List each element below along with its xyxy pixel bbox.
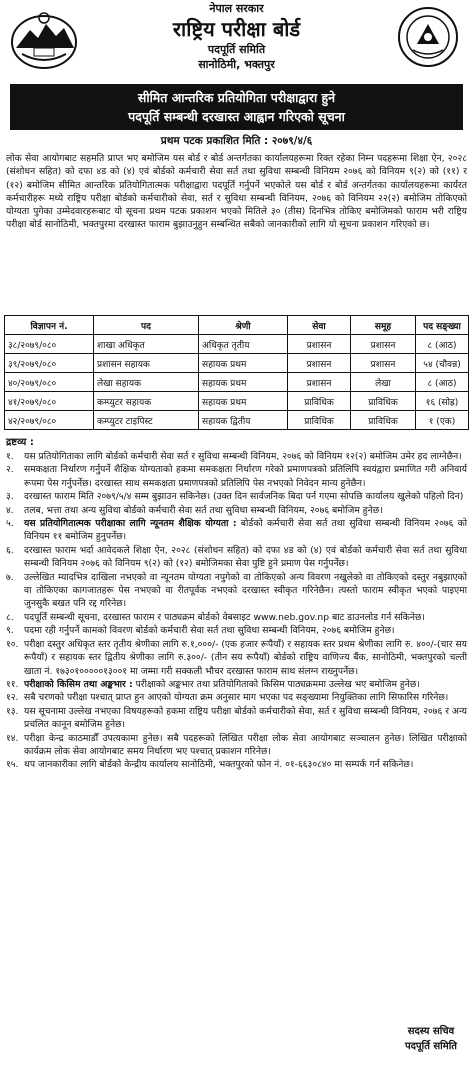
table-cell: ४२/२०७९/०८० [5, 411, 94, 430]
note-item [4, 463, 469, 490]
table-row [5, 373, 469, 392]
column-header: पद सङ्ख्या [416, 316, 469, 335]
note-number: ३. [6, 491, 14, 503]
note-number: १०. [6, 638, 19, 650]
note-body: उल्लेखित म्यादभित्र दाखिला नभएको वा न्यूनतम योग्यता नपुगेको वा तोकिएको अन्य विवरण नखुलेको वा तोकिएको दस्तुर नबुझाएको वा तोकिएका कागजातहरू पेस नभएको वा रीतपूर्वक नभएको दरखास्त स्वीकृत गरिनेछैन। त्यस्तो फाराम स्वीकृत भएको पाइएमा जुनसुकै बखत पनि रद्द गरिनेछ। [24, 571, 467, 610]
table-row [5, 392, 469, 411]
table-cell: ४१/२०७९/०८० [5, 392, 94, 411]
table-cell: प्राविधिक [288, 411, 351, 430]
column-header: पद [94, 316, 199, 335]
table-cell: प्रशासन [288, 335, 351, 354]
note-text [24, 517, 469, 544]
table-cell: सहायक प्रथम [199, 354, 288, 373]
signatory-committee: पदपूर्ति समिति [404, 1041, 457, 1052]
note-text [24, 705, 469, 732]
note-number: ७. [6, 571, 14, 583]
intro-paragraph: लोक सेवा आयोगबाट सहमति प्राप्त भए बमोजिम यस बोर्ड र बोर्ड अन्तर्गतका कार्यालयहरूमा रिक्त रहेका निम्न पदहरूमा शिक्षा ऐन, २०२८ (संशोधन सहित) को दफा ४ड को (४) एवं बोर्डको कर्मचारी सेवा सर्त तथा सुविधा सम्बन्धी विनियम २०७६ को विनियम ९(२) को (११) र (१२) बमोजिम सीमित आन्तरिक प्रतियोगितात्मक परीक्षाद्वारा पदपूर्ति गर्नुपर्ने भएकोले यस बोर्ड र बोर्ड अन्तर्गतका कार्यालयहरूमा कार्यरत कर्मचारीहरू मध्ये राष्ट्रिय परीक्षा बोर्डको कर्मचारीको सेवा, सर्त र सुविधा सम्बन्धी विनियम, २०७६ को विनियम २२(२) बमोजिम तोकिएको योग्यता पुगेका उम्मेदवारहरूबाट यो सूचना प्रथम पटक प्रकाशन भएको मितिले ३० (तीस) दिनभित्र तोकिए बमोजिमको फाराम भरी राष्ट्रिय परीक्षा बोर्ड सानोठिमी, भक्तपुरमा दरखास्त फाराम बुझाउनुहुन सम्बन्धित सबैको जानकारीको लागि यो सूचना प्रकाशन गरिएको छ। [6, 153, 467, 231]
note-body: यस सूचनामा उल्लेख नभएका विषयहरूको हकमा राष्ट्रिय परीक्षा बोर्डको कर्मचारीको सेवा, सर्त र सुविधा सम्बन्धी विनियम, २०७६ र अन्य प्रचलित कानून बमोजिम हुनेछ। [24, 705, 467, 731]
note-text [24, 450, 469, 463]
note-number: १. [6, 451, 14, 462]
table-cell: प्रशासन सहायक [94, 354, 199, 373]
table-cell: कम्प्युटर सहायक [94, 392, 199, 411]
header-titles [94, 2, 379, 72]
note-body: बोर्डको कर्मचारी सेवा सर्त तथा सुविधा सम्बन्धी विनियम २०७६ को विनियम ११ बमोजिम हुनुपर्नेछ। [24, 518, 468, 543]
note-number: ५. [6, 518, 14, 530]
table-row [5, 411, 469, 430]
note-number: ९. [6, 625, 14, 637]
note-item [4, 705, 469, 732]
table-cell: सहायक द्वितीय [199, 411, 288, 430]
notes-title: द्रष्टव्य : [6, 437, 34, 448]
note-item [4, 691, 469, 704]
note-item [4, 624, 469, 637]
note-text [24, 732, 469, 759]
note-body: सबै चरणको परीक्षा पश्चात् प्राप्त हुन आएको योग्यता क्रम अनुसार माग भएका पद सङ्ख्यामा नियुक्तिका लागि सिफारिस गरिनेछ। [24, 692, 449, 704]
note-body: पदमा रही गर्नुपर्ने कामको विवरण बोर्डको कर्मचारी सेवा सर्त तथा सुविधा सम्बन्धी विनियम, २०७६ बमोजिम हुनेछ। [24, 625, 395, 637]
table-cell: लेखा [351, 373, 416, 392]
note-item [4, 638, 469, 678]
table-header-row [5, 316, 469, 335]
notice-banner [10, 84, 463, 130]
banner-line-2: पदपूर्ति सम्बन्धी दरखास्त आह्वान गरिएको सूचना [128, 109, 345, 124]
table-cell: ३८/२०७९/०८० [5, 335, 94, 354]
table-cell: ३९/२०७९/०८० [5, 354, 94, 373]
column-header: सेवा [288, 316, 351, 335]
note-body: दरखास्त फाराम भर्दा आवेदकले शिक्षा ऐन, २०२८ (संशोधन सहित) को दफा ४ड को (४) एवं बोर्डको कर्मचारी सेवा सर्त तथा सुविधा सम्बन्धी विनियम २०७६ को विनियम ९(२) को (१२) बमोजिमका सेवा पुष्टि हुने प्रमाण पेस गर्नुपर्नेछ। [24, 544, 467, 570]
note-text [24, 758, 469, 771]
signature-block [405, 1024, 457, 1054]
note-text [24, 571, 469, 611]
note-body: थप जानकारीका लागि बोर्डको केन्द्रीय कार्यालय सानोठिमी, भक्तपुरको फोन नं. ०१-६६३०८४० मा सम्पर्क गर्न सकिनेछ। [24, 759, 414, 771]
note-item [4, 504, 469, 517]
table-cell: प्राविधिक [351, 411, 416, 430]
column-header: समूह [351, 316, 416, 335]
note-number: १४. [6, 732, 19, 744]
table-cell: सहायक प्रथम [199, 392, 288, 411]
table-cell: कम्प्युटर टाइपिस्ट [94, 411, 199, 430]
table-cell: प्रशासन [351, 335, 416, 354]
column-header: श्रेणी [199, 316, 288, 335]
table-cell: अधिकृत तृतीय [199, 335, 288, 354]
government-name: नेपाल सरकार [209, 2, 264, 15]
table-row [5, 335, 469, 354]
organization-name: राष्ट्रिय परीक्षा बोर्ड [172, 17, 301, 41]
note-number: ६. [6, 544, 14, 556]
note-body: परीक्षाको अङ्कभार तथा प्रतियोगिताको किसिम पाठ्यक्रममा उल्लेख भए बमोजिम हुनेछ। [135, 678, 420, 690]
note-item [4, 571, 469, 611]
table-cell: प्रशासन [351, 354, 416, 373]
note-item [4, 544, 469, 571]
note-number: २. [6, 464, 14, 476]
table-cell: प्रशासन [288, 373, 351, 392]
table-cell: ८ (आठ) [416, 335, 469, 354]
note-text [24, 611, 469, 624]
table-cell: सहायक प्रथम [199, 373, 288, 392]
note-item [4, 732, 469, 759]
nepal-emblem-icon [8, 8, 80, 70]
banner-line-1: सीमित आन्तरिक प्रतियोगिता परीक्षाद्वारा हुने [137, 90, 336, 105]
table-row [5, 354, 469, 373]
note-text [24, 678, 469, 691]
table-cell: लेखा सहायक [94, 373, 199, 392]
column-header: विज्ञापन नं. [5, 316, 94, 335]
note-number: १३. [6, 705, 19, 717]
table-cell: प्राविधिक [288, 392, 351, 411]
note-text [24, 624, 469, 637]
board-logo-icon [397, 6, 459, 68]
note-item [4, 678, 469, 691]
note-number: ११. [6, 678, 19, 690]
note-body: यस प्रतियोगिताका लागि बोर्डको कर्मचारी सेवा सर्त र सुविधा सम्बन्धी विनियम, २०७६ को विनियम १२(२) बमोजिम उमेर हद लाग्नेछैन। [24, 451, 462, 462]
note-bold: यस प्रतियोगितात्मक परीक्षाका लागि न्यूनतम शैक्षिक योग्यता : [24, 518, 237, 530]
note-body: परीक्षा दस्तुर अधिकृत स्तर तृतीय श्रेणीका लागि रु.१,०००/- (एक हजार रूपैयाँ) र सहायक स्तर प्रथम श्रेणीका लागि रु. ४००/-(चार सय रूपैयाँ) र सहायक स्तर द्वितीय श्रेणीका लागि रु.३००/- (तीन सय रूपैयाँ) बोर्डको राष्ट्रिय वाणिज्य बैंक, सानोठिमी, भक्तपुरको चल्ती खाता नं. १७३०१०००००१३००१ मा जम्मा गरी सक्कली भौचर दरखास्त फाराम साथ संलग्न राख्नुपर्नेछ। [24, 638, 467, 677]
note-item [4, 517, 469, 544]
notes-list [4, 450, 469, 772]
signatory-title: सदस्य सचिव [407, 1026, 455, 1037]
table-cell: प्रशासन [288, 354, 351, 373]
note-item [4, 758, 469, 771]
table-cell: ८ (आठ) [416, 373, 469, 392]
note-body: समकक्षता निर्धारण गर्नुपर्ने शैक्षिक योग्यताको हकमा समकक्षता निर्धारण गरेको प्रमाणपत्रको प्रतिलिपि स्वयंद्वारा प्रमाणित गरी अनिवार्य रूपमा पेस गर्नुपर्नेछ। दरखास्त साथ समकक्षता प्रमाणपत्रको प्रतिलिपि पेस नभएको निवेदन मान्य हुनेछैन। [24, 464, 467, 489]
table-cell: शाखा अधिकृत [94, 335, 199, 354]
header [4, 0, 469, 84]
vacancy-table [4, 315, 469, 430]
note-bold: परीक्षाको किसिम तथा अङ्कभार : [24, 678, 133, 690]
note-text [24, 638, 469, 678]
table-cell: १ (एक) [416, 411, 469, 430]
note-body: परीक्षा केन्द्र काठमाडौँ उपत्यकामा हुनेछ। सबै पदहरूको लिखित परीक्षा लोक सेवा आयोगबाट सञ्चालन हुनेछ। लिखित परीक्षाको कार्यक्रम लोक सेवा आयोगबाट समय निर्धारण भए पश्चात् प्रकाशन गरिनेछ। [24, 732, 467, 757]
note-number: ४. [6, 504, 14, 516]
office-location: सानोठिमी, भक्तपुर [198, 58, 275, 71]
note-body: पदपूर्ति सम्बन्धी सूचना, दरखास्त फाराम र पाठ्यक्रम बोर्डको वेबसाइट www.neb.gov.np बाट डाउनलोड गर्न सकिनेछ। [24, 611, 425, 623]
publish-date: प्रथम पटक प्रकाशित मिति : २०७९/४/६ [160, 135, 313, 147]
note-text [24, 490, 469, 503]
table-cell: ५४ (चौवन्न) [416, 354, 469, 373]
note-text [24, 463, 469, 490]
note-number: १५. [6, 759, 19, 771]
note-text [24, 544, 469, 571]
note-item [4, 611, 469, 624]
note-number: १२. [6, 692, 19, 704]
table-cell: ४०/२०७९/०८० [5, 373, 94, 392]
table-cell: १६ (सोह्र) [416, 392, 469, 411]
note-body: तलब, भत्ता तथा अन्य सुविधा बोर्डको कर्मचारी सेवा सर्त तथा सुविधा सम्बन्धी विनियम, २०७६ बमोजिम हुनेछ। [24, 504, 383, 516]
note-item [4, 490, 469, 503]
table-cell: प्राविधिक [351, 392, 416, 411]
committee-name: पदपूर्ति समिति [207, 43, 266, 56]
note-text [24, 691, 469, 704]
note-item [4, 450, 469, 463]
note-body: दरखास्त फाराम मिति २०७९/५/४ सम्म बुझाउन सकिनेछ। (उक्त दिन सार्वजनिक बिदा पर्न गएमा सोपछि कार्यालय खुलेको पहिलो दिन) [24, 491, 464, 503]
note-text [24, 504, 469, 517]
note-number: ८. [6, 611, 14, 623]
